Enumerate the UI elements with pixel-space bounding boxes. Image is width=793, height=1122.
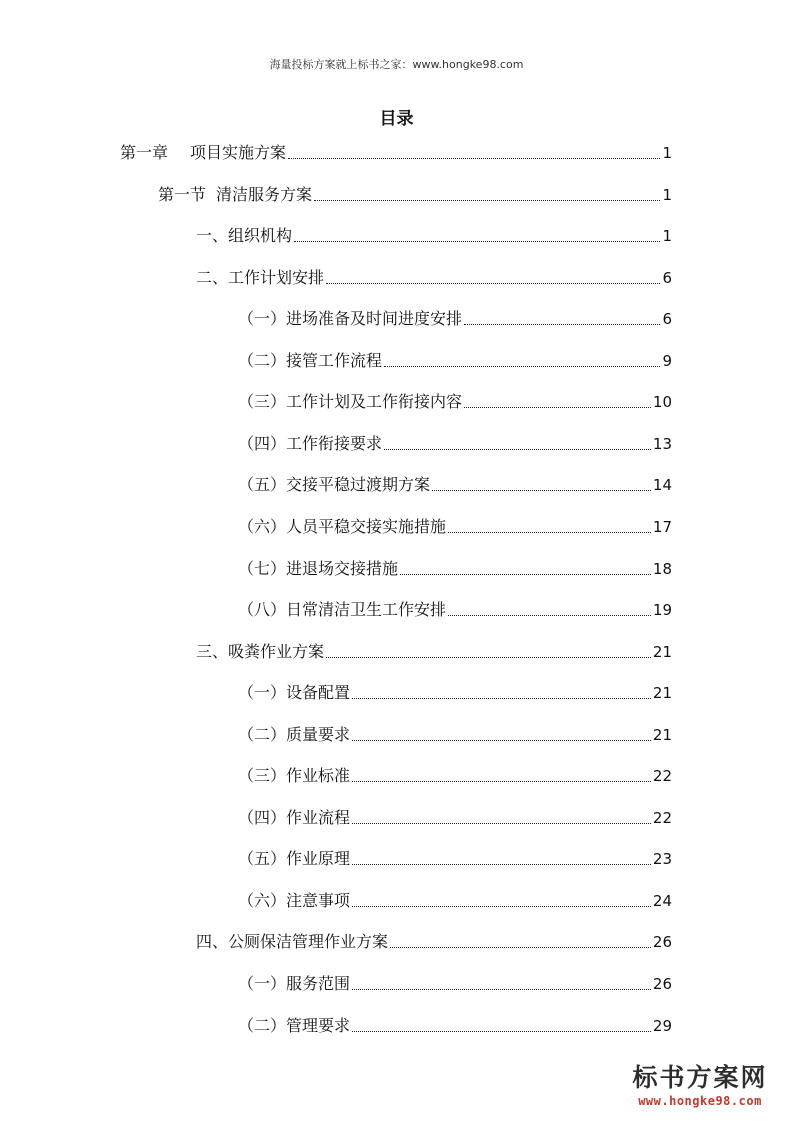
- toc-leader-dots: [288, 157, 660, 159]
- toc-entry-text: （八）日常清洁卫生工作安排: [238, 600, 447, 619]
- toc-leader-dots: [384, 365, 660, 367]
- toc-entry-label: [196, 640, 324, 664]
- toc-leader-dots: [352, 822, 651, 824]
- toc-entry-label: [238, 806, 350, 830]
- toc-entry-label: [238, 1014, 350, 1038]
- toc-leader-dots: [326, 282, 660, 284]
- toc-entry[interactable]: [238, 972, 672, 996]
- toc-leader-dots: [352, 1030, 651, 1032]
- toc-entry-text: 四、公厕保洁管理作业方案: [196, 932, 389, 951]
- page-header: 海量投标方案就上标书之家：www.hongke98.com: [269, 58, 524, 71]
- toc-entry-text: （二）管理要求: [238, 1016, 351, 1035]
- toc-entry-label: [196, 930, 388, 954]
- toc-page-number: 24: [652, 892, 672, 910]
- toc-page-number: 22: [652, 767, 672, 785]
- toc-page-number: 26: [652, 933, 672, 951]
- toc-entry-label: [238, 390, 462, 414]
- toc-title: 目录: [379, 109, 414, 129]
- toc-entry[interactable]: [238, 473, 672, 497]
- toc-leader-dots: [294, 240, 660, 242]
- toc-page-number: 23: [652, 850, 672, 868]
- toc-leader-dots: [390, 946, 651, 948]
- toc-entry[interactable]: [238, 598, 672, 622]
- toc-entry-text: 清洁服务方案: [216, 185, 313, 204]
- toc-leader-dots: [352, 697, 651, 699]
- toc-entry[interactable]: [196, 640, 672, 664]
- toc-entry-text: （二）接管工作流程: [238, 351, 383, 370]
- toc-entry-text: 项目实施方案: [190, 143, 287, 162]
- toc-entry-label: [238, 432, 382, 456]
- toc-entry-text: （二）质量要求: [238, 725, 351, 744]
- toc-entry-label: [158, 183, 312, 207]
- toc-leader-dots: [464, 406, 651, 408]
- toc-leader-dots: [384, 448, 651, 450]
- toc-page-number: 10: [652, 393, 672, 411]
- toc-entry[interactable]: [238, 390, 672, 414]
- toc-entry[interactable]: [196, 224, 672, 248]
- toc-page-number: 18: [652, 560, 672, 578]
- toc-page-number: 21: [652, 684, 672, 702]
- toc-leader-dots: [448, 614, 651, 616]
- toc-entry-label: [196, 266, 324, 290]
- toc-entry-text: （四）工作衔接要求: [238, 434, 383, 453]
- toc-entry-label: [238, 473, 430, 497]
- toc-entry[interactable]: [238, 1014, 672, 1038]
- toc-page-number: 1: [662, 144, 672, 162]
- toc-entry-text: 三、吸粪作业方案: [196, 642, 325, 661]
- toc-page-number: 1: [662, 186, 672, 204]
- toc-entry-text: （六）人员平稳交接实施措施: [238, 517, 447, 536]
- toc-entry-number: 第一章: [120, 143, 169, 162]
- toc-entry-text: 二、工作计划安排: [196, 268, 325, 287]
- toc-entry-label: [120, 141, 286, 165]
- toc-leader-dots: [432, 489, 651, 491]
- toc-entry-text: （三）作业标准: [238, 766, 351, 785]
- toc-entry-text: （五）交接平稳过渡期方案: [238, 475, 431, 494]
- toc-entry[interactable]: [238, 349, 672, 373]
- toc-entry-text: （三）工作计划及工作衔接内容: [238, 392, 463, 411]
- toc-page-number: 19: [652, 601, 672, 619]
- logo-url: www.hongke98.com: [638, 1094, 762, 1108]
- toc-entry[interactable]: [120, 141, 672, 165]
- toc-page-number: 21: [652, 643, 672, 661]
- toc-page-number: 13: [652, 435, 672, 453]
- toc-entry[interactable]: [238, 723, 672, 747]
- toc-page-number: 6: [662, 269, 672, 287]
- toc-entry[interactable]: [238, 432, 672, 456]
- toc-leader-dots: [448, 531, 651, 533]
- toc-page-number: 21: [652, 726, 672, 744]
- toc-page-number: 29: [652, 1017, 672, 1035]
- toc-entry-label: [238, 681, 350, 705]
- toc-entry[interactable]: [238, 557, 672, 581]
- toc-entry[interactable]: [238, 889, 672, 913]
- toc-entry[interactable]: [238, 681, 672, 705]
- toc-entry[interactable]: [238, 764, 672, 788]
- toc-entry[interactable]: [196, 266, 672, 290]
- toc-entry[interactable]: [158, 183, 672, 207]
- toc-page-number: 9: [662, 352, 672, 370]
- toc-entry-text: 一、组织机构: [196, 226, 293, 245]
- toc-entry-label: [238, 515, 446, 539]
- toc-leader-dots: [326, 656, 651, 658]
- toc-entry[interactable]: [238, 307, 672, 331]
- toc-leader-dots: [314, 199, 660, 201]
- toc-entry-text: （四）作业流程: [238, 808, 351, 827]
- toc-entry-label: [238, 307, 462, 331]
- toc-page-number: 22: [652, 809, 672, 827]
- toc-entry-label: [238, 557, 398, 581]
- toc-entry-label: [196, 224, 292, 248]
- toc-leader-dots: [352, 988, 651, 990]
- toc-entry-text: （六）注意事项: [238, 891, 351, 910]
- toc-entry[interactable]: [238, 515, 672, 539]
- toc-entry[interactable]: [238, 806, 672, 830]
- toc-page-number: 6: [662, 310, 672, 328]
- toc-entry-number: 第一节: [158, 185, 207, 204]
- toc-entry[interactable]: [238, 847, 672, 871]
- toc-entry-label: [238, 723, 350, 747]
- toc-entry-label: [238, 764, 350, 788]
- toc-entry-text: （一）设备配置: [238, 683, 351, 702]
- logo-text: 标书方案网: [632, 1063, 768, 1092]
- toc-leader-dots: [352, 905, 651, 907]
- toc-entry-label: [238, 349, 382, 373]
- toc-entry-text: （七）进退场交接措施: [238, 559, 399, 578]
- toc-leader-dots: [352, 780, 651, 782]
- toc-page-number: 17: [652, 518, 672, 536]
- toc-page-number: 26: [652, 975, 672, 993]
- toc-page-number: 1: [662, 227, 672, 245]
- site-logo: [625, 1058, 775, 1108]
- toc-leader-dots: [352, 863, 651, 865]
- toc-entry[interactable]: [196, 930, 672, 954]
- toc-entry-text: （一）服务范围: [238, 974, 351, 993]
- toc-entry-label: [238, 889, 350, 913]
- toc-leader-dots: [352, 739, 651, 741]
- toc-entry-text: （五）作业原理: [238, 849, 351, 868]
- toc-leader-dots: [400, 573, 651, 575]
- toc-entry-label: [238, 972, 350, 996]
- toc-entry-label: [238, 847, 350, 871]
- toc-page-number: 14: [652, 476, 672, 494]
- toc-entry-label: [238, 598, 446, 622]
- toc-entry-text: （一）进场准备及时间进度安排: [238, 309, 463, 328]
- toc-leader-dots: [464, 323, 660, 325]
